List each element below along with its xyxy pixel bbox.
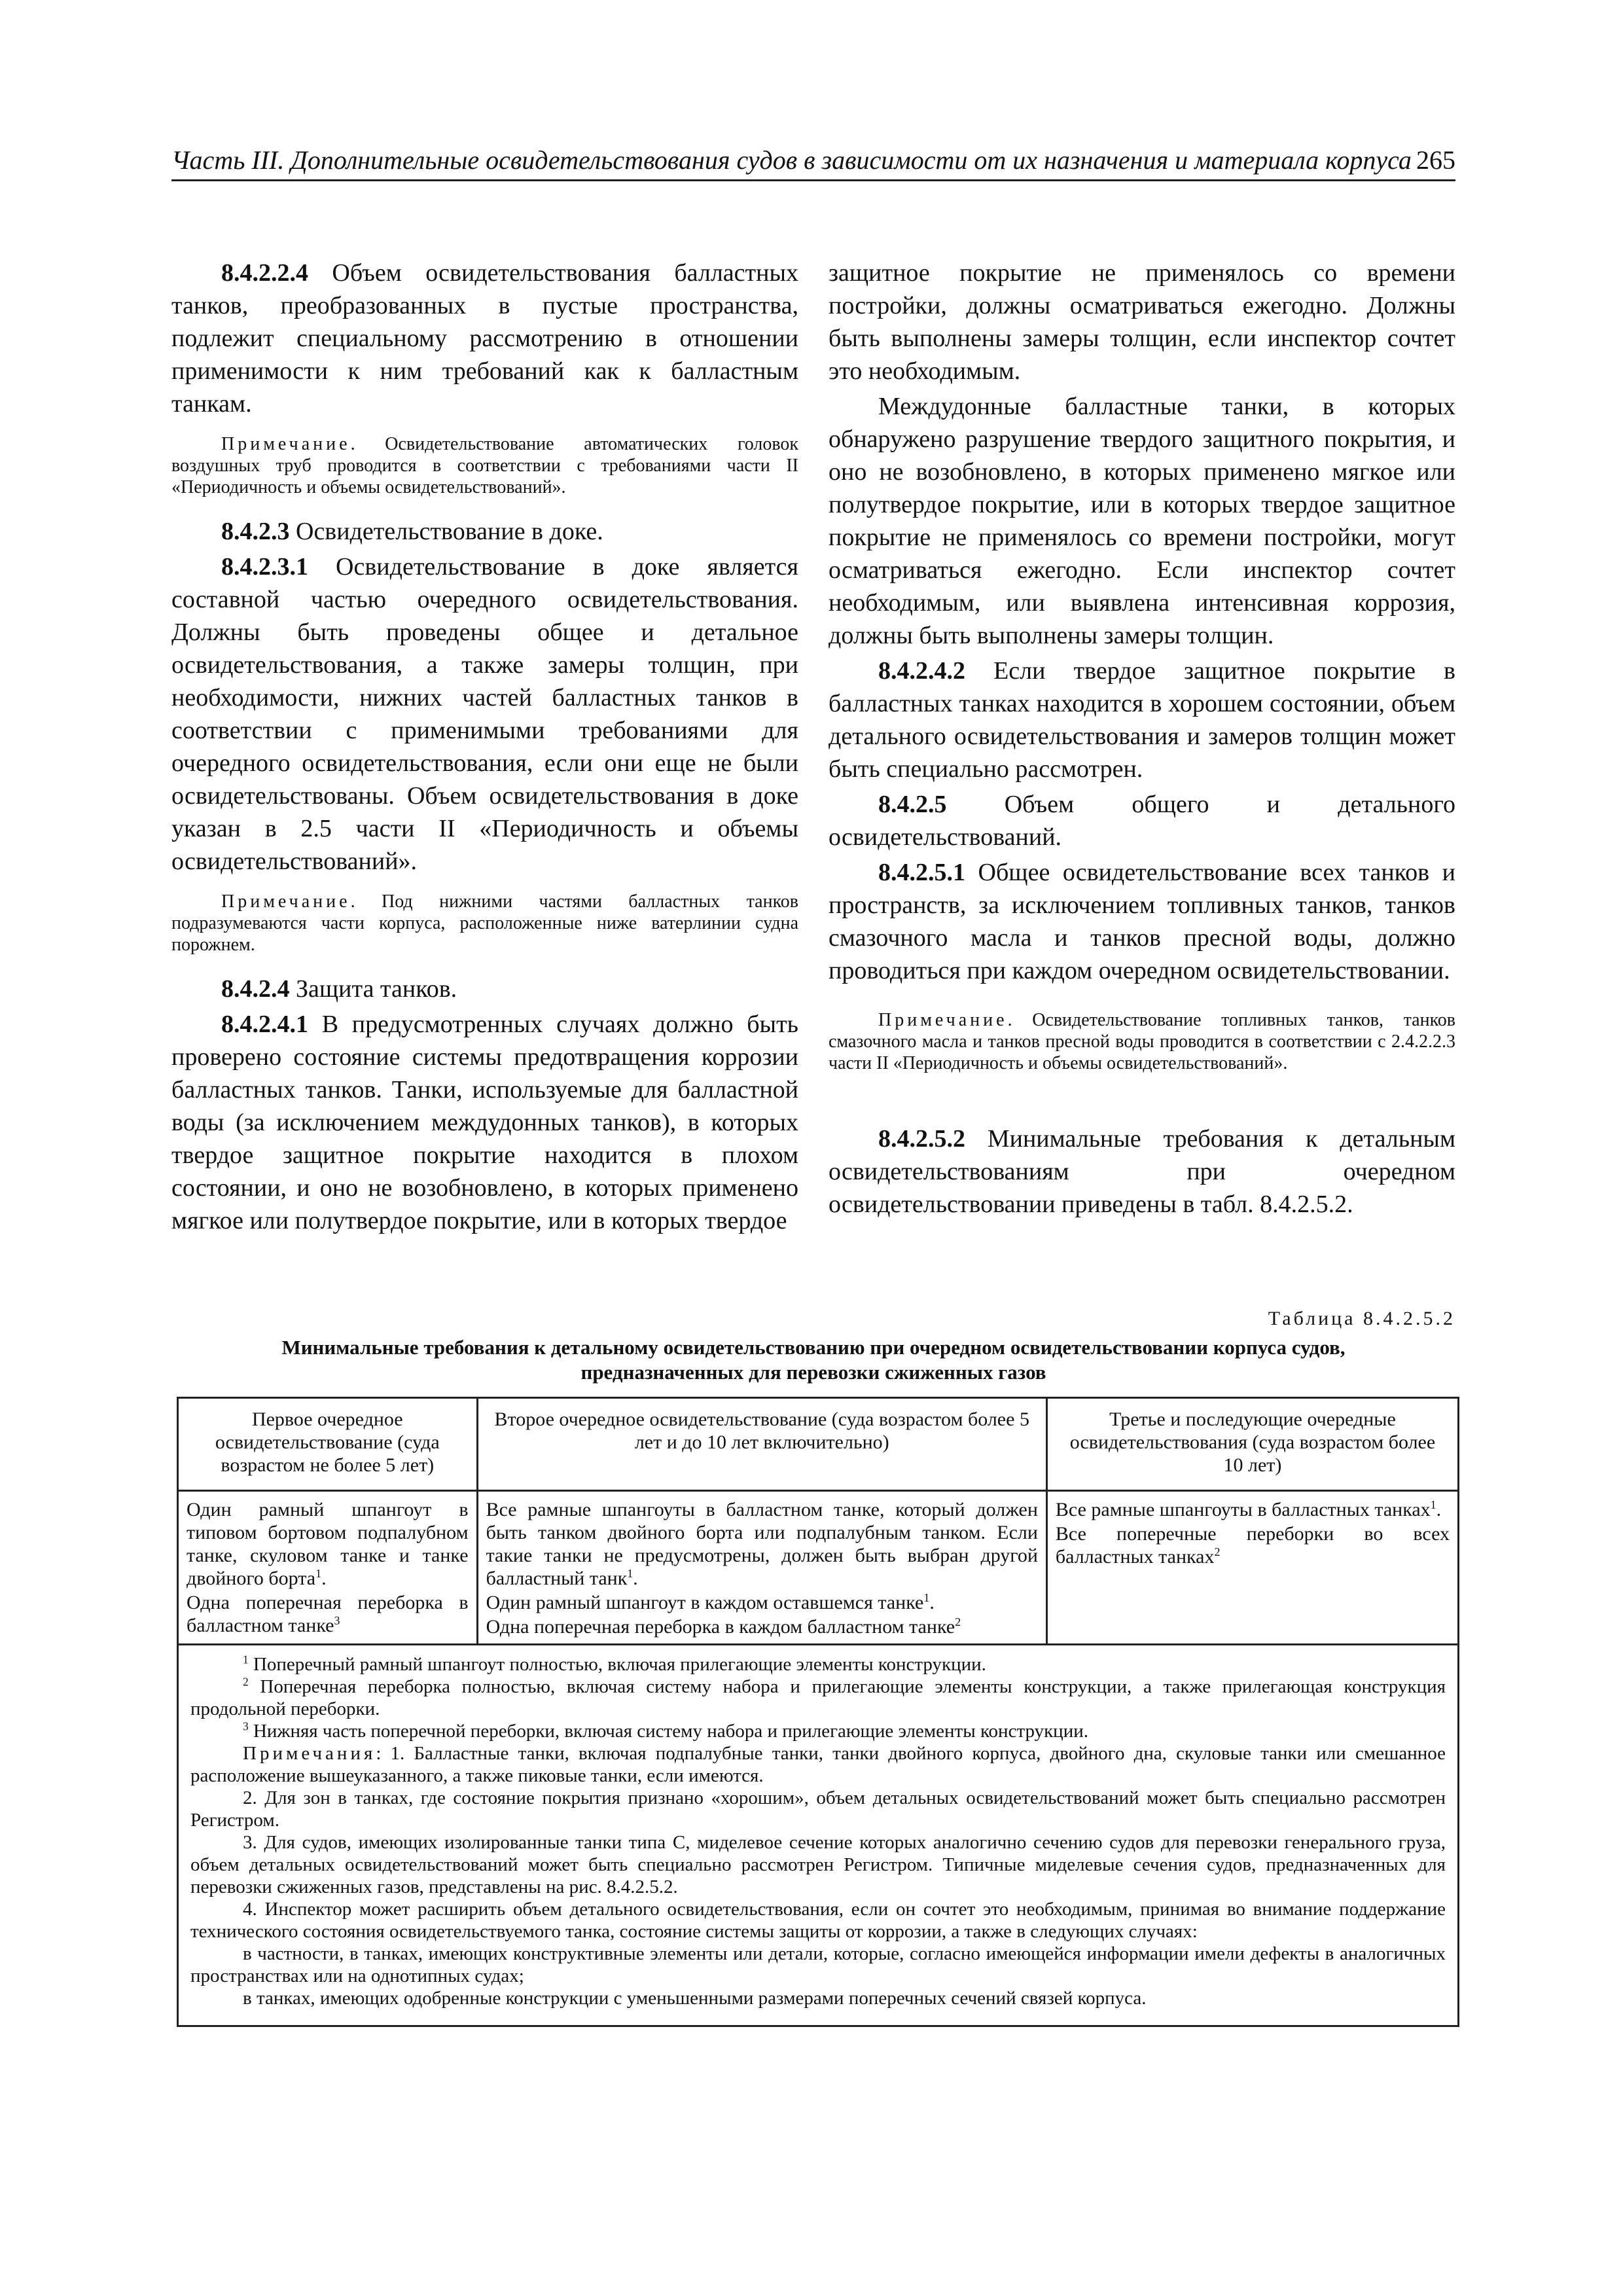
cell-text: .: [633, 1568, 638, 1589]
table-cell-second-survey: [477, 1491, 1046, 1645]
footnote-mark: 2: [243, 1675, 249, 1689]
table-cell-first-survey: [178, 1491, 478, 1645]
note-air-pipe-heads: [171, 433, 798, 498]
footnote-ref: 1: [1430, 1498, 1436, 1511]
table-footnotes-row: [178, 1645, 1459, 2026]
running-header-title: Часть III. Дополнительные освидетельствования судов в зависимости от их назначения и материала корпуса: [171, 145, 1412, 175]
footnote-ref: 1: [315, 1567, 322, 1580]
table-note: 3. Для судов, имеющих изолированные танки типа С, миделевое сечение которых аналогично сечению судов для перевозки генерального груза, объем детальных освидетельствований может быть специально рассмотрен Регистром. Типичные миделевые сечения судов, предназначенных для перевозки сжиженных газов, представлены на рис. 8.4.2.5.2.: [190, 1832, 1446, 1897]
footnote-ref: 3: [334, 1614, 340, 1627]
running-header: [171, 143, 1455, 181]
footnote-mark: 3: [243, 1719, 249, 1733]
note-label: Примечание: [878, 1010, 1008, 1030]
footnote-text: Поперечный рамный шпангоут полностью, включая прилегающие элементы конструкции.: [248, 1654, 986, 1675]
table-title: [171, 1335, 1455, 1385]
cell-text: Одна поперечная переборка в каждом балластном танке: [486, 1616, 955, 1638]
note-label: Примечание: [221, 891, 351, 912]
cell-line: [486, 1615, 1038, 1638]
paragraph-text: Объем общего и детального освидетельствований.: [829, 791, 1455, 851]
paragraph-text: Освидетельствование в доке является составной частью очередного освидетельствования. Должны быть проведены общее и детальное освидетельствования, а также замеры толщин, при необходимости, нижних частей балластных танков в соответствии с применимыми требованиями для очередного освидетельствования, если они еще не были освидетельствованы. Объем освидетельствования в доке указан в 2.5 части II «Периодичность и объемы освидетельствований».: [171, 553, 798, 875]
cell-text: Один рамный шпангоут в каждом оставшемся танке: [486, 1592, 924, 1613]
paragraph-text: В предусмотренных случаях должно быть проверено состояние системы предотвращения коррозии балластных танков. Танки, используемые для балластной воды (за исключением междудонных танков), в которых твердое защитное покрытие находится в плохом состоянии, и оно не возобновлено, в которых применено мягкое или полутвердое покрытие, или в которых твердое: [171, 1011, 798, 1234]
footnote-text: Поперечная переборка полностью, включая систему набора и прилегающие элементы конструкции, а также прилегающая конструкция продольной переборки.: [190, 1676, 1446, 1719]
paragraph-text: Освидетельствование в доке.: [289, 518, 603, 545]
table-number: Таблица 8.4.2.5.2: [1268, 1308, 1455, 1329]
clause-number: 8.4.2.5.1: [878, 859, 965, 886]
table-title-line: Минимальные требования к детальному освидетельствованию при очередном освидетельствовании корпуса судов,: [281, 1336, 1346, 1359]
note-text: : 1. Балластные танки, включая подпалубные танки, танки двойного корпуса, двойного дна, скуловые танки или смешанное расположение вышеуказанного, а также пиковые танки, если имеются.: [190, 1743, 1446, 1786]
clause-number: 8.4.2.5.2: [878, 1125, 965, 1153]
cell-line: [486, 1498, 1038, 1590]
paragraph-8-4-2-5-1: [829, 856, 1455, 987]
clause-number: 8.4.2.4.2: [878, 657, 965, 685]
paragraph-8-4-2-2-4: [171, 257, 798, 420]
cell-text: Все рамные шпангоуты в балластном танке, который должен быть танком двойного борта или подпалубным танком. Если такие танки не предусмотрены, должен быть выбран другой балластный танк: [486, 1499, 1038, 1589]
cell-text: .: [1436, 1499, 1442, 1520]
note-text: . Освидетельствование автоматических головок воздушных труб проводится в соответствии с требованиями части II «Периодичность и объемы освидетельствований».: [171, 434, 798, 497]
table-note: 4. Инспектор может расширить объем детального освидетельствования, если он сочтет это необходимым, принимая во внимание поддержание технического состояния освидетельствуемого танка, состояние системы защиты от коррозии, а также в следующих случаях:: [190, 1899, 1446, 1942]
requirements-table: [177, 1397, 1459, 2027]
table-row: [178, 1491, 1459, 1645]
cell-text: Все рамные шпангоуты в балластных танках: [1055, 1499, 1431, 1520]
table-header-cell: Третье и последующие очередные освидетельствования (суда возрастом более 10 лет): [1046, 1398, 1458, 1491]
cell-text: .: [929, 1592, 935, 1613]
cell-line: [187, 1498, 469, 1590]
footnote: [190, 1720, 1446, 1742]
cell-text: Все поперечные переборки во всех балластных танках: [1055, 1523, 1450, 1568]
footnote-ref: 2: [955, 1615, 961, 1628]
paragraph-8-4-2-3: [171, 515, 798, 548]
cell-line: [486, 1591, 1038, 1614]
footnote-text: Нижняя часть поперечной переборки, включая систему набора и прилегающие элементы конструкции.: [248, 1721, 1088, 1742]
table-note: [190, 1742, 1446, 1787]
paragraph-8-4-2-4: [171, 973, 798, 1005]
paragraph-continued: защитное покрытие не применялось со времени постройки, должны осматриваться ежегодно. Должны быть выполнены замеры толщин, если инспектор сочтет это необходимым.: [829, 259, 1455, 385]
table-caption: [171, 1308, 1455, 1385]
page-number: 265: [1416, 145, 1455, 175]
clause-number: 8.4.2.4: [221, 975, 290, 1003]
paragraph-double-bottom-tanks: Междудонные балластные танки, в которых обнаружено разрушение твердого защитного покрытия, и оно не возобновлено, в которых применено мягкое или полутвердое покрытие, или в которых твердое защитное покрытие не применялось со времени постройки, могут осматриваться ежегодно. Если инспектор сочтет необходимым, или выявлена интенсивная коррозия, должны быть выполнены замеры толщин.: [829, 393, 1455, 649]
table-header-cell: Первое очередное освидетельствование (суда возрастом не более 5 лет): [178, 1398, 478, 1491]
paragraph-8-4-2-5-2: [829, 1122, 1455, 1221]
clause-number: 8.4.2.2.4: [221, 259, 308, 287]
paragraph-8-4-2-4-1: [171, 1008, 798, 1237]
cell-line: [1056, 1498, 1450, 1521]
note-text: . Под нижними частями балластных танков подразумеваются части корпуса, расположенные ниже ватерлинии судна порожнем.: [171, 891, 798, 955]
paragraph-8-4-2-3-1: [171, 550, 798, 878]
cell-line: [1056, 1522, 1450, 1568]
right-column: [829, 257, 1455, 1223]
clause-number: 8.4.2.5: [878, 791, 947, 818]
paragraph-text: Защита танков.: [289, 975, 457, 1003]
note-label: Примечание: [221, 434, 351, 454]
table-note: в частности, в танках, имеющих конструктивные элементы или детали, которые, согласно имеющейся информации имели дефекты в аналогичных пространствах или на однотипных судах;: [190, 1943, 1446, 1986]
notes-label: Примечания: [243, 1743, 376, 1764]
table-note: 2. Для зон в танках, где состояние покрытия признано «хорошим», объем детальных освидетельствований может быть специально рассмотрен Регистром.: [190, 1787, 1446, 1831]
left-column: [171, 257, 798, 1240]
note-text: . Освидетельствование топливных танков, танков смазочного масла и танков пресной воды проводится в соответствии с 2.4.2.2.3 части II «Периодичность и объемы освидетельствований».: [829, 1010, 1455, 1073]
cell-text: Один рамный шпангоут в типовом бортовом подпалубном танке, скуловом танке и танке двойного борта: [187, 1499, 469, 1589]
table-note: в танках, имеющих одобренные конструкции с уменьшенными размерами поперечных сечений связей корпуса.: [243, 1988, 1147, 2009]
table-header-cell: Второе очередное освидетельствование (суда возрастом более 5 лет и до 10 лет включительно): [477, 1398, 1046, 1491]
table-footnotes: [178, 1645, 1459, 2026]
table-title-line: предназначенных для перевозки сжиженных газов: [580, 1361, 1046, 1384]
cell-text: .: [321, 1568, 327, 1589]
clause-number: 8.4.2.4.1: [221, 1011, 308, 1038]
paragraph-text: Объем освидетельствования балластных танков, преобразованных в пустые пространства, подлежит специальному рассмотрению в отношении применимости к ним требований как к балластным танкам.: [171, 259, 798, 418]
footnote-mark: 1: [243, 1653, 249, 1666]
footnote: [190, 1653, 1446, 1676]
cell-line: [187, 1591, 469, 1637]
paragraph-8-4-2-5: [829, 788, 1455, 853]
footnote-ref: 1: [923, 1591, 930, 1604]
table-cell-third-survey: [1046, 1491, 1458, 1645]
clause-number: 8.4.2.3.1: [221, 553, 308, 581]
paragraph-text: Если твердое защитное покрытие в балластных танках находится в хорошем состоянии, объем детального освидетельствования и замеров толщин может быть специально рассмотрен.: [829, 657, 1455, 783]
note-fuel-tanks: [829, 1009, 1455, 1074]
paragraph-8-4-2-4-2: [829, 655, 1455, 785]
footnote: [190, 1676, 1446, 1720]
note-lower-parts: [171, 891, 798, 956]
cell-text: Одна поперечная переборка в балластном танке: [187, 1592, 469, 1636]
footnote-ref: 1: [627, 1567, 633, 1580]
table-header-row: [178, 1398, 1459, 1491]
paragraph-text: Общее освидетельствование всех танков и пространств, за исключением топливных танков, танков смазочного масла и танков пресной воды, должно проводиться при каждом очередном освидетельствовании.: [829, 859, 1455, 984]
paragraph-text: Минимальные требования к детальным освидетельствованиям при очередном освидетельствовании приведены в табл. 8.4.2.5.2.: [829, 1125, 1455, 1218]
clause-number: 8.4.2.3: [221, 518, 290, 545]
footnote-ref: 2: [1214, 1545, 1221, 1558]
